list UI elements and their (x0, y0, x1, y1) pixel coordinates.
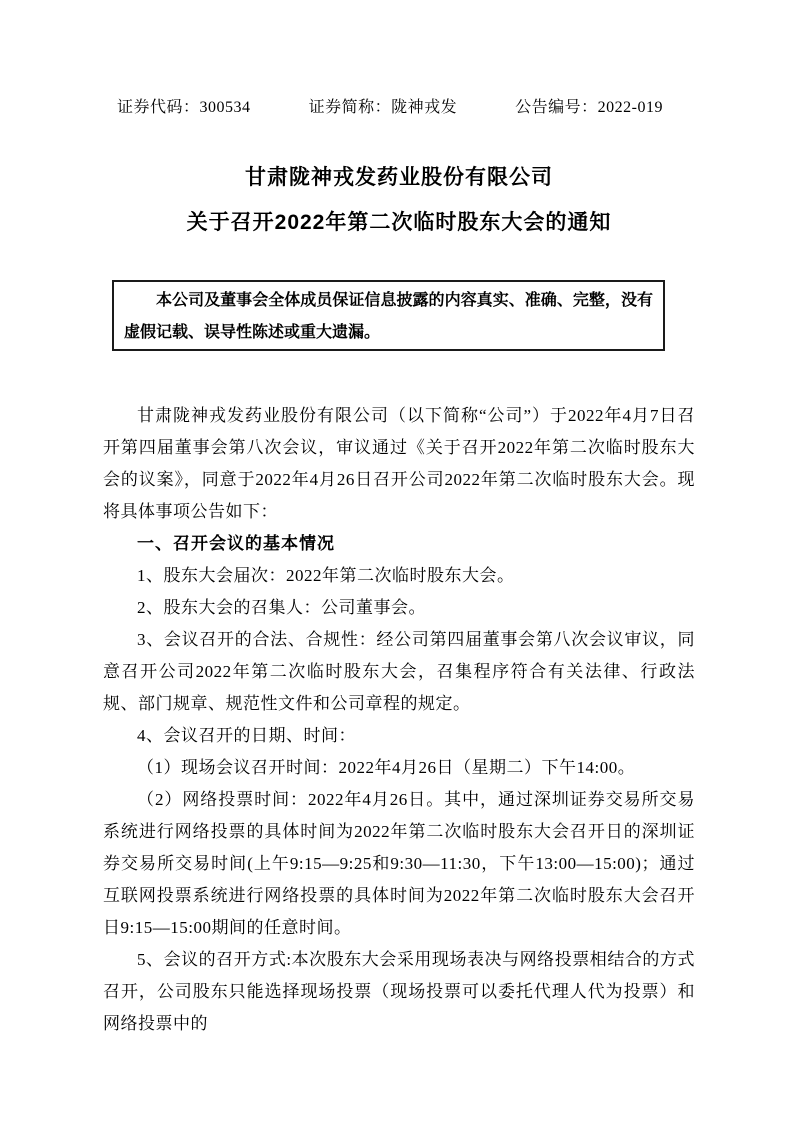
securities-abbr: 证券简称：陇神戎发 (308, 99, 458, 116)
company-name-title: 甘肃陇神戎发药业股份有限公司 (245, 166, 553, 189)
document-body (103, 400, 695, 1040)
document-header (117, 94, 663, 117)
item-1-meeting-session: 1、股东大会届次：2022年第二次临时股东大会。 (137, 566, 515, 585)
intro-paragraph: 甘肃陇神戎发药业股份有限公司（以下简称“公司”）于2022年4月7日召开第四届董事会第八次会议，审议通过《关于召开2022年第二次临时股东大会的议案》，同意于2022年4月26日召开公司2022年第二次临时股东大会。现将具体事项公告如下： (103, 406, 695, 521)
item-3-legality: 3、会议召开的合法、合规性：经公司第四届董事会第八次会议审议，同意召开公司2022年第二次临时股东大会，召集程序符合有关法律、行政法规、部门规章、规范性文件和公司章程的规定。 (103, 630, 695, 713)
notice-title: 关于召开2022年第二次临时股东大会的通知 (186, 211, 612, 234)
item-4-1-onsite-meeting-time: （1）现场会议召开时间：2022年4月26日（星期二）下午14:00。 (137, 758, 636, 777)
disclaimer-text: 本公司及董事会全体成员保证信息披露的内容真实、准确、完整，没有虚假记载、误导性陈述或重大遗漏。 (124, 292, 653, 341)
announcement-number: 公告编号：2022-019 (515, 99, 663, 116)
item-4-2-online-voting-time: （2）网络投票时间：2022年4月26日。其中，通过深圳证券交易所交易系统进行网络投票的具体时间为2022年第二次临时股东大会召开日的深圳证券交易所交易时间(上午9:15—9:25和9:30—11:30，下午13:00—15:00)；通过互联网投票系统进行网络投票的具体时间为2022年第二次临时股东大会召开日9:15—15:00期间的任意时间。 (103, 790, 695, 937)
section-1-heading: 一、召开会议的基本情况 (137, 534, 335, 553)
item-2-convener: 2、股东大会的召集人：公司董事会。 (137, 598, 426, 617)
securities-code: 证券代码：300534 (117, 99, 251, 116)
item-5-meeting-method: 5、会议的召开方式:本次股东大会采用现场表决与网络投票相结合的方式召开，公司股东只能选择现场投票（现场投票可以委托代理人代为投票）和网络投票中的 (103, 950, 695, 1033)
item-4-date-time: 4、会议召开的日期、时间： (137, 726, 356, 745)
disclaimer-box (112, 280, 665, 351)
